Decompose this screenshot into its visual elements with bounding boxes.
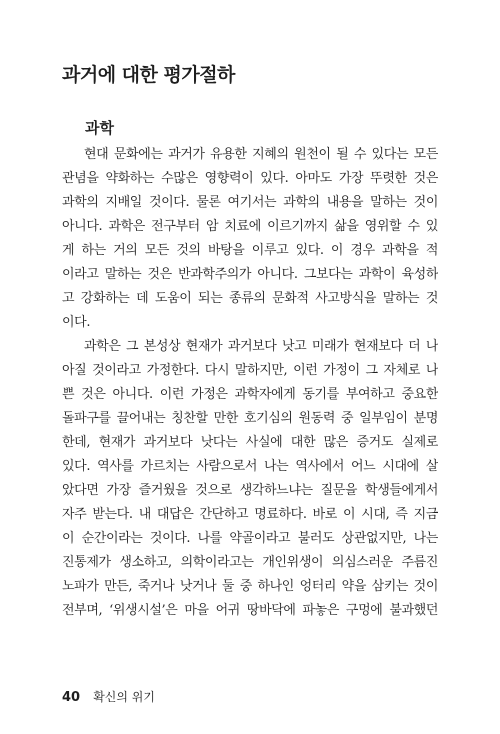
text-line: 쁜 것은 아니다. 이런 가정은 과학자에게 동기를 부여하고 중요한 [62,387,438,402]
text-line: 관념을 약화하는 수많은 영향력이 있다. 아마도 가장 뚜렷한 것은 [62,171,438,186]
text-line: 한데, 현재가 과거보다 낫다는 사실에 대한 많은 증거도 실제로 [62,435,438,450]
text-line: 이 순간이라는 것이다. 나를 약골이라고 불러도 상관없지만, 나는 [62,531,438,546]
paragraph-2 [62,335,438,623]
text-line: 있다. 역사를 가르치는 사람으로서 나는 역사에서 어느 시대에 살 [62,459,438,474]
body-text [62,143,438,623]
page-number: 40 [62,690,81,705]
chapter-title: 과거에 대한 평가절하 [62,64,235,86]
text-line: 노파가 만든, 죽거나 낫거나 둘 중 하나인 엉터리 약을 삼키는 것이 [62,579,438,594]
text-line: 자주 받는다. 내 대답은 간단하고 명료하다. 바로 이 시대, 즉 지금 [62,507,438,522]
text-line: 아니다. 과학은 전구부터 암 치료에 이르기까지 삶을 영위할 수 있 [62,219,438,234]
text-line: 아질 것이라고 가정한다. 다시 말하지만, 이런 가정이 그 자체로 나 [62,363,438,378]
section-heading: 과학 [85,119,114,137]
text-line: 이다. [62,315,91,330]
text-line: 과학의 지배일 것이다. 물론 여기서는 과학의 내용을 말하는 것이 [62,195,438,210]
page-footer [62,686,155,705]
text-line: 고 강화하는 데 도움이 되는 종류의 문화적 사고방식을 말하는 것 [62,291,438,306]
text-line: 진통제가 생소하고, 의학이라고는 개인위생이 의심스러운 주름진 [62,555,438,570]
text-line: 과학은 그 본성상 현재가 과거보다 낫고 미래가 현재보다 더 나 [84,339,438,354]
running-book-title: 확신의 위기 [93,690,155,704]
text-line: 게 하는 거의 모든 것의 바탕을 이루고 있다. 이 경우 과학을 적 [62,243,438,258]
text-line: 돌파구를 끌어내는 칭찬할 만한 호기심의 원동력 중 일부임이 분명 [62,411,438,426]
text-line: 현대 문화에는 과거가 유용한 지혜의 원천이 될 수 있다는 모든 [84,147,438,162]
text-line: 았다면 가장 즐거웠을 것으로 생각하느냐는 질문을 학생들에게서 [62,483,438,498]
text-line: 전부며, ‘위생시설’은 마을 어귀 땅바닥에 파놓은 구멍에 불과했던 [62,603,438,618]
paragraph-1 [62,143,438,335]
text-line: 이라고 말하는 것은 반과학주의가 아니다. 그보다는 과학이 육성하 [62,267,438,282]
